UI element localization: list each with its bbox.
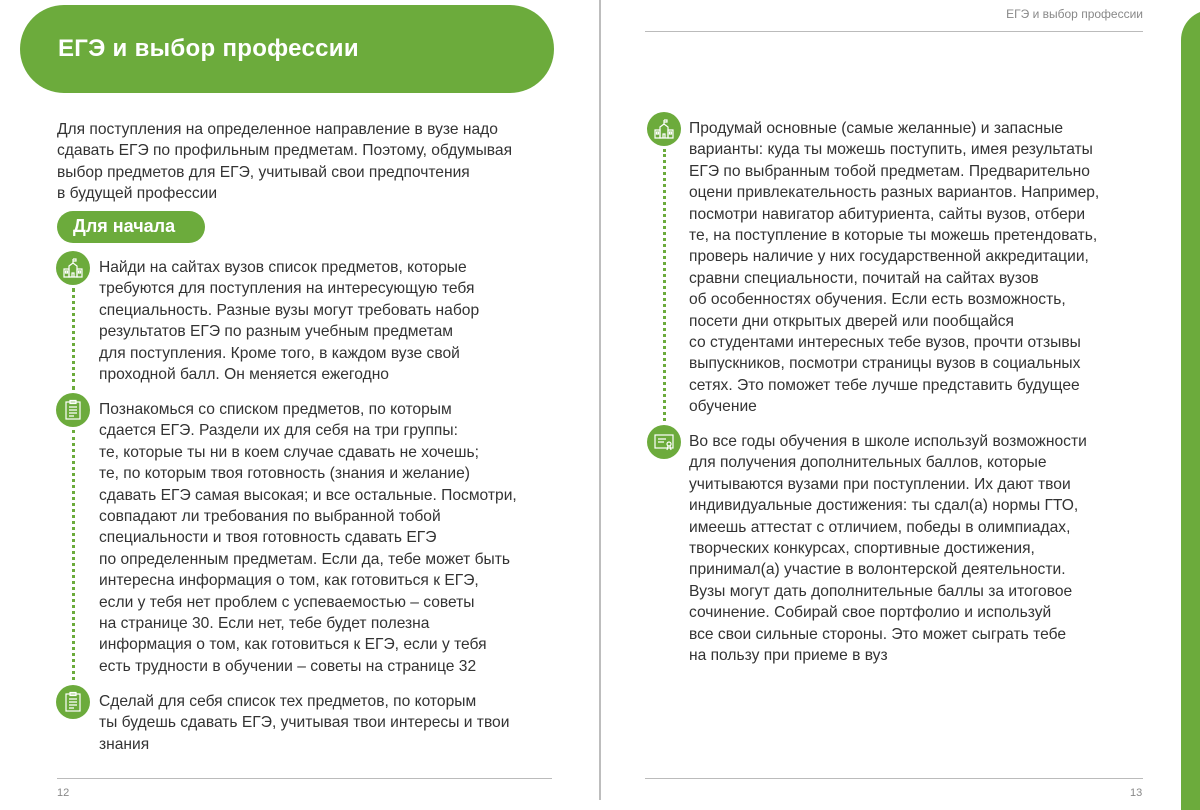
text-line: результатов ЕГЭ по разным учебным предметам — [99, 323, 454, 341]
footer-rule — [57, 778, 552, 779]
text-line: совпадают ли требования по выбранной тобой — [99, 508, 441, 526]
timeline-dots — [663, 149, 666, 421]
text-line: если у тебя нет проблем с успеваемостью – советы — [99, 593, 475, 611]
text-line: для получения дополнительных баллов, которые — [689, 454, 1047, 472]
text-line: индивидуальные достижения: ты сдал(а) нормы ГТО, — [689, 497, 1079, 515]
university-icon — [647, 112, 681, 146]
text-line: сетях. Это поможет тебе лучше представить будущее — [689, 376, 1080, 394]
text-line: специальность. Разные вузы могут требовать набор — [99, 301, 480, 319]
text-line: об особенностях обучения. Если есть возможность, — [689, 291, 1066, 309]
text-line: обучение — [689, 398, 757, 416]
text-line: требуются для поступления на интересующую тебя — [99, 280, 475, 298]
text-line: варианты: куда ты можешь поступить, имея результаты — [689, 141, 1093, 159]
footer-rule — [645, 778, 1143, 779]
text-line: есть трудности в обучении – советы на странице 32 — [99, 657, 477, 675]
intro-paragraph — [57, 119, 512, 205]
text-line: на странице 30. Если нет, тебе будет полезна — [99, 615, 430, 633]
page-number: 12 — [57, 787, 70, 799]
list-item — [689, 118, 1099, 418]
text-line: специальности и твоя готовность сдавать ЕГЭ — [99, 529, 437, 547]
text-line: выпускников, посмотри страницы вузов в социальных — [689, 355, 1081, 373]
text-line: Продумай основные (самые желанные) и запасные — [689, 120, 1064, 137]
text-line: учитываются вузами при поступлении. Их дают твои — [689, 475, 1071, 493]
text-line: Для поступления на определенное направление в вузе надо — [57, 121, 498, 138]
text-line: Вузы могут дать дополнительные баллы за итоговое — [689, 582, 1073, 600]
text-line: сдавать ЕГЭ самая высокая; и все остальные. Посмотри, — [99, 486, 517, 504]
list-item — [99, 691, 509, 755]
title-banner — [20, 5, 554, 93]
text-line: проверь наличие у них государственной аккредитации, — [689, 248, 1089, 266]
text-line: для поступления. Кроме того, в каждом вузе свой — [99, 344, 460, 362]
page-divider — [599, 0, 601, 800]
clipboard-list-icon — [56, 685, 90, 719]
text-line: информация о том, как готовиться к ЕГЭ, если у тебя — [99, 636, 487, 654]
list-item — [689, 431, 1087, 666]
text-line: сравни специальности, почитай на сайтах вузов — [689, 269, 1039, 287]
text-line: Найди на сайтах вузов список предметов, которые — [99, 259, 467, 276]
page-title: ЕГЭ и выбор профессии — [58, 35, 359, 62]
text-line: творческих конкурсах, спортивные достижения, — [689, 540, 1035, 558]
text-line: имеешь аттестат с отличием, победы в олимпиадах, — [689, 518, 1071, 536]
timeline-dots — [72, 288, 75, 390]
text-line: те, которые ты ни в коем случае сдавать не хочешь; — [99, 443, 479, 461]
text-line: в будущей профессии — [57, 185, 218, 203]
text-line: Сделай для себя список тех предметов, по которым — [99, 693, 477, 710]
text-line: проходной балл. Он меняется ежегодно — [99, 366, 389, 384]
header-rule — [645, 31, 1143, 32]
text-line: оцени привлекательность разных вариантов. Например, — [689, 184, 1100, 202]
text-line: сдается ЕГЭ. Раздели их для себя на три группы: — [99, 422, 458, 440]
text-line: интересна информация о том, как готовиться к ЕГЭ, — [99, 572, 479, 590]
text-line: все свои сильные стороны. Это может сыграть тебе — [689, 625, 1066, 643]
university-icon — [56, 251, 90, 285]
subheading-badge: Для начала — [57, 211, 205, 243]
text-line: Во все годы обучения в школе используй возможности — [689, 433, 1087, 450]
text-line: по определенным предметам. Если да, тебе может быть — [99, 550, 511, 568]
text-line: ты будешь сдавать ЕГЭ, учитывая твои интересы и твои — [99, 714, 510, 732]
text-line: сдавать ЕГЭ по профильным предметам. Поэтому, обдумывая — [57, 142, 513, 160]
text-line: сочинение. Собирай свое портфолио и используй — [689, 604, 1052, 622]
text-line: принимал(а) участие в волонтерской деятельности. — [689, 561, 1066, 579]
page-number: 13 — [1130, 787, 1143, 799]
text-line: знания — [99, 735, 150, 753]
text-line: со студентами интересных тебе вузов, прочти отзывы — [689, 334, 1081, 352]
text-line: выбор предметов для ЕГЭ, учитывай свои предпочтения — [57, 163, 470, 181]
text-line: те, на поступление в которые ты можешь претендовать, — [689, 227, 1098, 245]
running-header: ЕГЭ и выбор профессии — [1006, 7, 1143, 21]
clipboard-list-icon — [56, 393, 90, 427]
certificate-icon — [647, 425, 681, 459]
list-item — [99, 399, 517, 677]
timeline-dots — [72, 430, 75, 680]
text-line: Познакомься со списком предметов, по которым — [99, 401, 452, 418]
side-tab — [1181, 10, 1200, 810]
text-line: на пользу при приеме в вуз — [689, 647, 888, 665]
text-line: посети дни открытых дверей или пообщайся — [689, 312, 1014, 330]
text-line: те, по которым твоя готовность (знания и желание) — [99, 465, 470, 483]
text-line: ЕГЭ по выбранным тобой предметам. Предварительно — [689, 162, 1090, 180]
list-item — [99, 257, 479, 385]
text-line: посмотри навигатор абитуриента, сайты вузов, отбери — [689, 205, 1086, 223]
